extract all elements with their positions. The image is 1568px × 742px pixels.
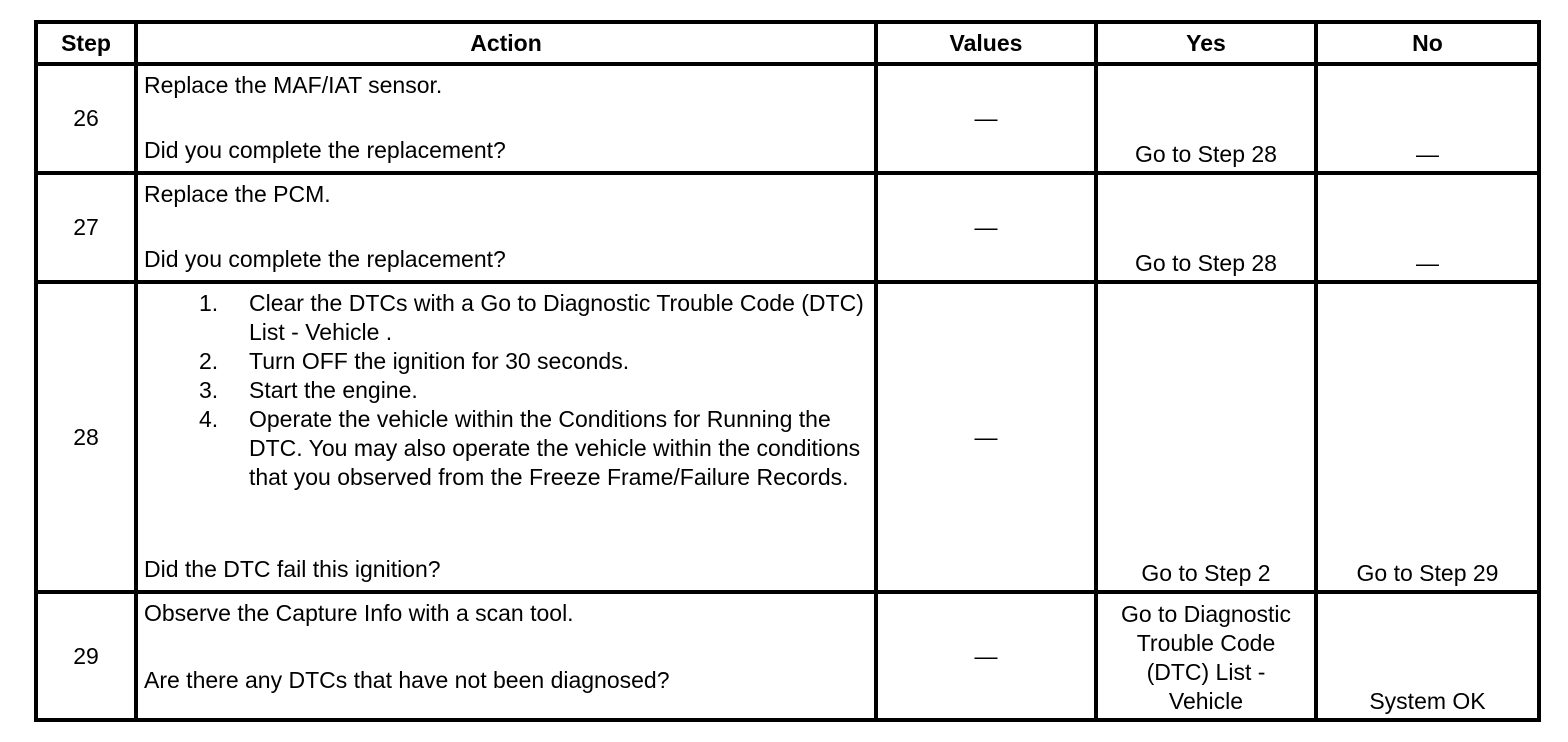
list-item-text: Operate the vehicle within the Conditions for Running the DTC. You may also operate the vehicle within the conditions that you observed from the Freeze Frame/Failure Records. [249,406,861,490]
yes-cell: Go to Step 28 [1096,64,1316,173]
header-action: Action [136,22,876,64]
action-question: Are there any DTCs that have not been diagnosed? [144,667,670,693]
action-text: Observe the Capture Info with a scan tool. [144,600,574,626]
yes-cell: Go to Step 28 [1096,173,1316,282]
table-row [36,592,1539,720]
action-question: Did the DTC fail this ignition? [144,556,441,582]
yes-cell: Go to Diagnostic Trouble Code (DTC) List - Vehicle [1096,592,1316,720]
yes-cell: Go to Step 2 [1096,282,1316,592]
header-values: Values [876,22,1096,64]
header-row [36,22,1539,64]
list-item [199,289,868,347]
action-cell [136,282,876,592]
header-no: No [1316,22,1539,64]
action-text: Replace the PCM. [144,181,331,207]
values-cell: — [876,64,1096,173]
no-cell: System OK [1316,592,1539,720]
list-item-text: Start the engine. [249,377,418,403]
step-number: 26 [36,64,136,173]
values-cell: — [876,173,1096,282]
values-cell: — [876,282,1096,592]
step-number: 27 [36,173,136,282]
header-step: Step [36,22,136,64]
action-cell [136,592,876,720]
list-item-text: Turn OFF the ignition for 30 seconds. [249,348,630,374]
list-number: 3. [199,377,219,403]
table-row [36,282,1539,592]
list-item [199,405,868,492]
table-row [36,173,1539,282]
list-item [199,347,868,376]
action-question: Did you complete the replacement? [144,246,506,272]
action-list [144,289,868,492]
table-row [36,64,1539,173]
values-cell: — [876,592,1096,720]
no-cell: — [1316,64,1539,173]
no-cell: Go to Step 29 [1316,282,1539,592]
action-text: Replace the MAF/IAT sensor. [144,72,443,98]
action-question: Did you complete the replacement? [144,137,506,163]
list-number: 2. [199,348,219,374]
header-yes: Yes [1096,22,1316,64]
list-item [199,376,868,405]
diagnostic-table [34,20,1541,722]
action-cell [136,173,876,282]
list-number: 1. [199,290,219,316]
list-item-text: Clear the DTCs with a Go to Diagnostic Trouble Code (DTC) List - Vehicle . [249,290,864,345]
action-cell [136,64,876,173]
no-cell: — [1316,173,1539,282]
list-number: 4. [199,406,219,432]
step-number: 28 [36,282,136,592]
step-number: 29 [36,592,136,720]
